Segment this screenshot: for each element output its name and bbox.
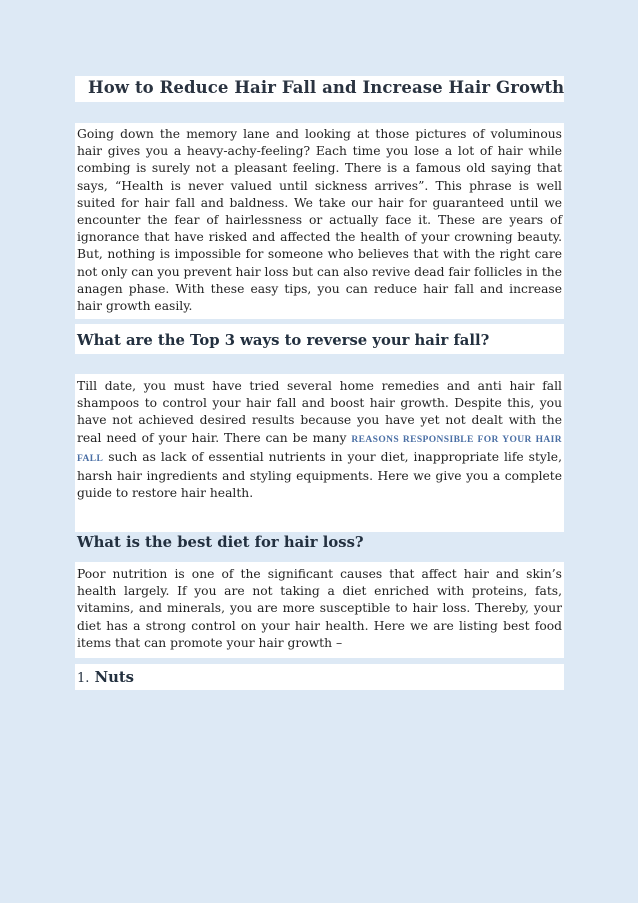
section1-text-before-link: Till date, you must have tried several home remedies and anti hair fall shampoos to control your hair fall and boost hair growth. Despite this, you have not achieved desired results because you have yet not dealt with the real need of your hair. There can be many	[77, 379, 562, 445]
reasons-link[interactable]: REASONS RESPONSIBLE FOR YOUR HAIR FALL	[77, 434, 562, 464]
list-item	[77, 669, 562, 686]
section1-text-after-link: such as lack of essential nutrients in your diet, inappropriate life style, harsh hair ingredients and styling equipments. Here we give you a complete guide to restore hair health.	[77, 449, 562, 501]
page-title: How to Reduce Hair Fall and Increase Hair Growth	[88, 78, 565, 97]
intro-paragraph: Going down the memory lane and looking at those pictures of voluminous hair gives you a heavy-achy-feeling? Each time you lose a lot of hair while combing is surely not a pleasant feeling. There is a famous old saying that says, “Health is never valued until sickness arrives”. This phrase is well suited for hair fall and baldness. We take our hair for guaranteed until we encounter the fear of hairlessness or actually face it. These are years of ignorance that have risked and affected the health of your crowning beauty. But, nothing is impossible for someone who believes that with the right care not only can you prevent hair loss but can also revive dead fair follicles in the anagen phase. With these easy tips, you can reduce hair fall and increase hair growth easily.	[77, 127, 562, 314]
section1-paragraph	[77, 378, 562, 502]
section2-paragraph: Poor nutrition is one of the significant causes that affect hair and skin’s health largely. If you are not taking a diet enriched with proteins, fats, vitamins, and minerals, you are more susceptible to hair loss. Thereby, your diet has a strong control on your hair health. Here we are listing best food items that can promote your hair growth –	[77, 567, 562, 650]
list-item-label: Nuts	[94, 669, 135, 686]
section2-heading: What is the best diet for hair loss?	[77, 534, 364, 551]
section1-heading: What are the Top 3 ways to reverse your hair fall?	[77, 332, 490, 349]
list-item-number: 1.	[77, 671, 90, 686]
